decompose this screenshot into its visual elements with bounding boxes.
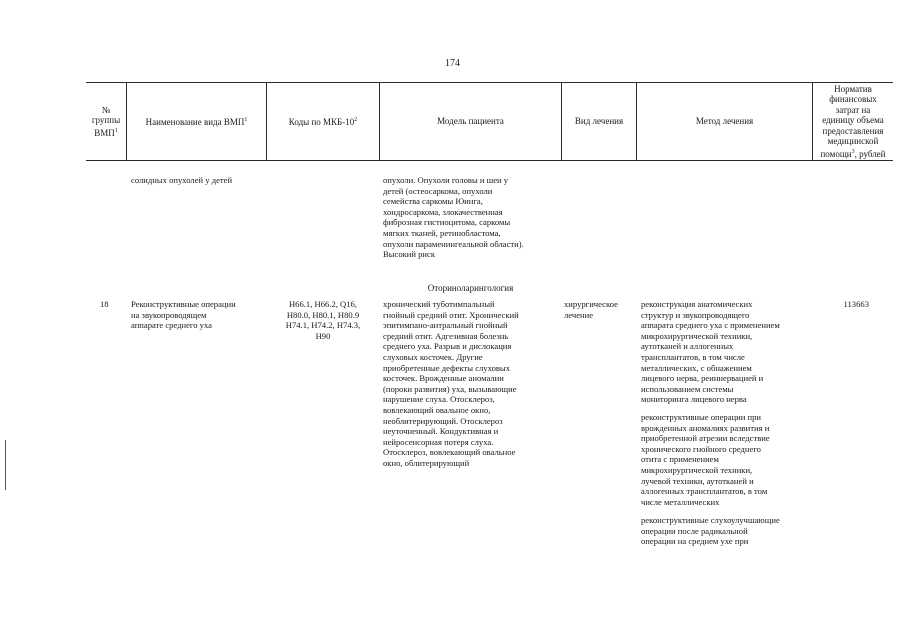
row-method-2: реконструктивные операции при врожденных аномалиях развития и приобретенной атрезии вследствие хронического гнойного среднего отита с применением микрохирургической техники, лучевой техники, аутотканей и аллогенных трансплантатов, в том числе металлических: [641, 412, 770, 507]
header-treatment-type: Вид лечения: [574, 116, 624, 127]
row-method-3: реконструктивные слухоулучшающие операции после радикальной операции на среднем ухе при: [641, 515, 780, 547]
header-group-number: № группы ВМП$^1$: [91, 104, 121, 138]
header-treatment-method: Метод лечения: [695, 116, 754, 127]
row-icd-codes: H66.1, H66.2, Q16, H80.0, H80.1, H80.9 H74.1, H74.2, H74.3, H90: [285, 299, 361, 341]
header-cost-norm: Норматив финансовых затрат на единицу объема предоставления медицинской помощи$^3$, рублей: [820, 83, 886, 159]
table-header-bottom-border: [86, 160, 893, 161]
header-vmp-name: Наименование вида ВМП$^1$: [145, 117, 248, 128]
continuation-vmp-name: солидных опухолей у детей: [131, 175, 233, 185]
section-title: Оториноларингология: [427, 283, 514, 293]
row-vmp-name: Реконструктивные операции на звукопроводящем аппарате среднего уха: [131, 299, 236, 331]
page-number: 174: [445, 58, 460, 69]
continuation-patient-model: опухоли. Опухоли головы и шеи у детей (остеосаркома, опухоли семейства саркомы Юинга, хондросаркома, злокачественная фиброзная гистиоцитома, саркомы мягких тканей, ретинобластома, опухоли параменингеальной области). Высокий риск: [383, 175, 524, 260]
row-group-number: 18: [100, 299, 109, 309]
row-patient-model: хронический туботимпальный гнойный средний отит. Хронический эпитимпано-антральный гнойный средний отит. Адгезивная болезнь среднего уха. Разрыв и дислокация слуховых косточек. Другие приобретенные дефекты слуховых косточек. Врожденные аномалии (пороки развития) уха, вызывающие нарушение слуха. Отосклероз, вовлекающий овальное окно, необлитерирующий. Отосклероз неуточненный. Кондуктивная и нейросенсорная потеря слуха. Отосклероз, вовлекающий овальное окно, облитерирующий: [383, 299, 519, 468]
header-patient-model: Модель пациента: [437, 116, 504, 127]
row-method-1: реконструкция анатомических структур и звукопроводящего аппарата среднего уха с применением микрохирургической техники, аутотканей и аллогенных трансплантатов, в том числе металлических, с обнажением лицевого нерва, реиннервацией и использованием системы мониторинга лицевого нерва: [641, 299, 780, 405]
scan-margin-mark: [5, 440, 6, 490]
header-icd-codes: Коды по МКБ-$10^2$: [288, 117, 358, 128]
row-treatment-type: хирургическое лечение: [564, 299, 618, 320]
row-cost: 113663: [843, 299, 869, 309]
